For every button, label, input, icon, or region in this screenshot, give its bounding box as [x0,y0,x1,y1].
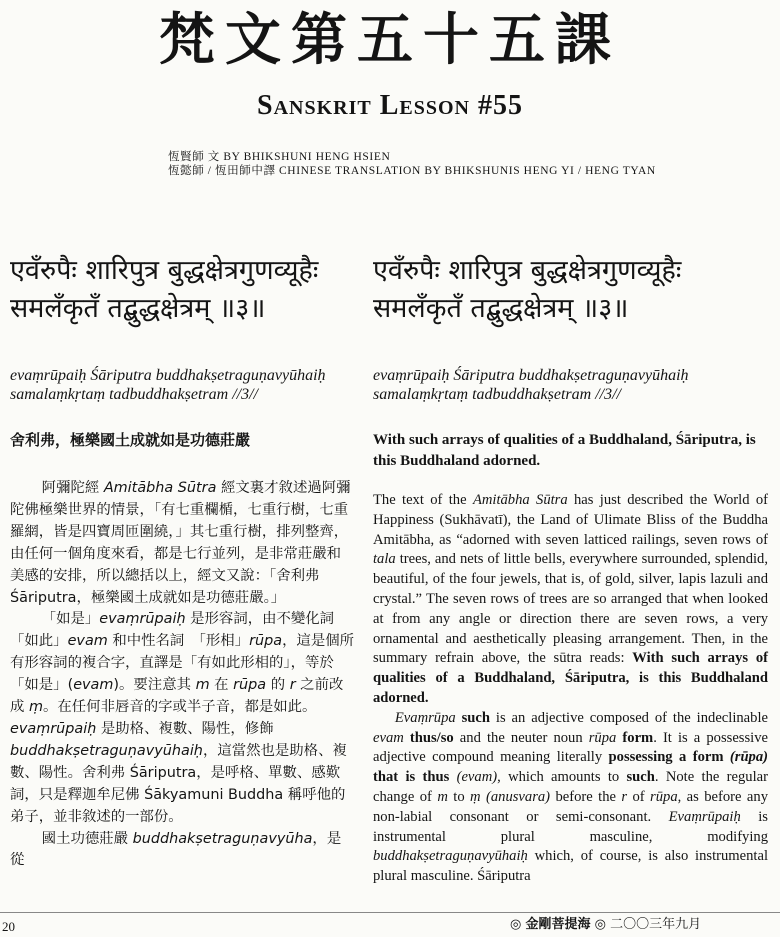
english-paragraph: Evaṃrūpa such is an adjective composed of the indeclinable evam thus/so and the neuter noun rūpa form. It is a possessive adjective compound meaning literally possessing a form (rūpa) that is thus (evam), which amounts to such. Note the regular change of m to ṃ (anusvara) before the r of rūpa, as before any non-labial consonant or semi-consonant. Evaṃrūpaiḥ is instrumental plural masculine, modifying buddhakṣetraguṇavyūhaiḥ which, of course, is also instrumental plural masculine. Śāriputra [373,709,769,885]
footer-divider [0,912,780,913]
section-heading-chinese: 舍利弗，極樂國土成就如是功德莊嚴 [10,431,251,449]
transliteration-line: samalaṃkṛtaṃ tadbuddhakṣetram //3// [10,386,258,403]
chinese-paragraph: 阿彌陀經 Amitābha Sūtra 經文裏才敘述過阿彌陀佛極樂世界的情景，「有七重欄楯，七重行樹，七重羅網，皆是四寶周匝圍繞，」其七重行樹，排列整齊，由任何一個角度來看，都是七行並列，是非常莊嚴和美感的安排，所以總括以上，經文又說：「舍利弗 Śāriputra，極樂國土成就如是功德莊嚴。」 [10,480,351,606]
devanagari-verse-right [373,252,681,328]
transliteration-line: evaṃrūpaiḥ Śāriputra buddhakṣetraguṇavyūhaiḥ [373,367,689,384]
author-credit: 恆賢師 文 BY BHIKSHUNI HENG HSIEN [168,151,391,163]
transliteration-line: samalaṃkṛtaṃ tadbuddhakṣetram //3// [373,386,621,403]
english-commentary [373,491,768,887]
page-number: 20 [2,919,15,934]
transliteration-line: evaṃrūpaiḥ Śāriputra buddhakṣetraguṇavyūhaiḥ [10,367,326,384]
devanagari-line: समलँकृतँ तद्बुद्धक्षेत्रम् ॥३॥ [10,293,266,324]
chinese-paragraph: 「如是」evaṃrūpaiḥ 是形容詞，由不變化詞「如此」evam 和中性名詞 「形相」rūpa，這是個所有形容詞的複合字，直譯是「有如此形相的」，等於「如是」(evam)。要注意其 m 在 rūpa 的 r 之前改成 ṃ。在任何非唇音的字或半子音，都是如此。evaṃrūpaiḥ 是助格、複數、陽性，修飾 buddhakṣetraguṇavyūhaiḥ，這當然也是助格、複數、陽性。舍利弗 Śāriputra，是呼格、單數、感歎詞，只是釋迦牟尼佛 Śākyamuni Buddha 稱呼他的弟子，並非敘述的一部份。 [10,611,355,825]
devanagari-verse-left [10,252,318,328]
transliteration-left [10,366,326,404]
chinese-commentary [10,478,355,872]
english-paragraph: The text of the Amitābha Sūtra has just described the World of Happiness (Sukhāvatī), the Land of Ulimate Bliss of the Buddha Amitābha, as “adorned with seven latticed railings, seven rows of tala trees, and nets of little bells, everywhere surrounded, splendid, beautiful, of the four jewels, that is, of gold, silver, lapis lazuli and crystal.” The seven rows of trees are so arranged that when looked at from any angle or direction there are seven rows, a very ornamental and aesthetically pleasing arrangement. Then, in the summary refrain above, the sūtra reads: With such arrays of qualities of a Buddhaland, Śāriputra, is this Buddhaland adorned. [373,492,768,706]
footer-bullet: ◎ [510,917,522,932]
page-title-english: Sanskrit Lesson #55 [257,90,523,121]
devanagari-line: एवँरुपैः शारिपुत्र बुद्धक्षेत्रगुणव्यूहैः [373,255,682,286]
chinese-paragraph: 國土功德莊嚴 buddhakṣetraguṇavyūha，是從 [10,830,342,869]
page-title-chinese: 梵文第五十五課 [159,8,621,73]
translator-credit: 恆懿師 / 恆田師中譯 CHINESE TRANSLATION BY BHIKSHUNIS HENG YI / HENG TYAN [168,165,656,177]
footer-publication [510,916,701,934]
magazine-name: 金剛菩提海 [525,917,591,932]
footer-bullet: ◎ [594,917,606,932]
section-heading-english: With such arrays of qualities of a Buddhaland, Śāriputra, is this Buddhaland adorned. [373,432,756,469]
devanagari-line: समलँकृतँ तद्बुद्धक्षेत्रम् ॥३॥ [373,293,629,324]
transliteration-right [373,366,689,404]
issue-date: 二〇〇三年九月 [610,917,702,932]
devanagari-line: एवँरुपैः शारिपुत्र बुद्धक्षेत्रगुणव्यूहैः [10,255,319,286]
